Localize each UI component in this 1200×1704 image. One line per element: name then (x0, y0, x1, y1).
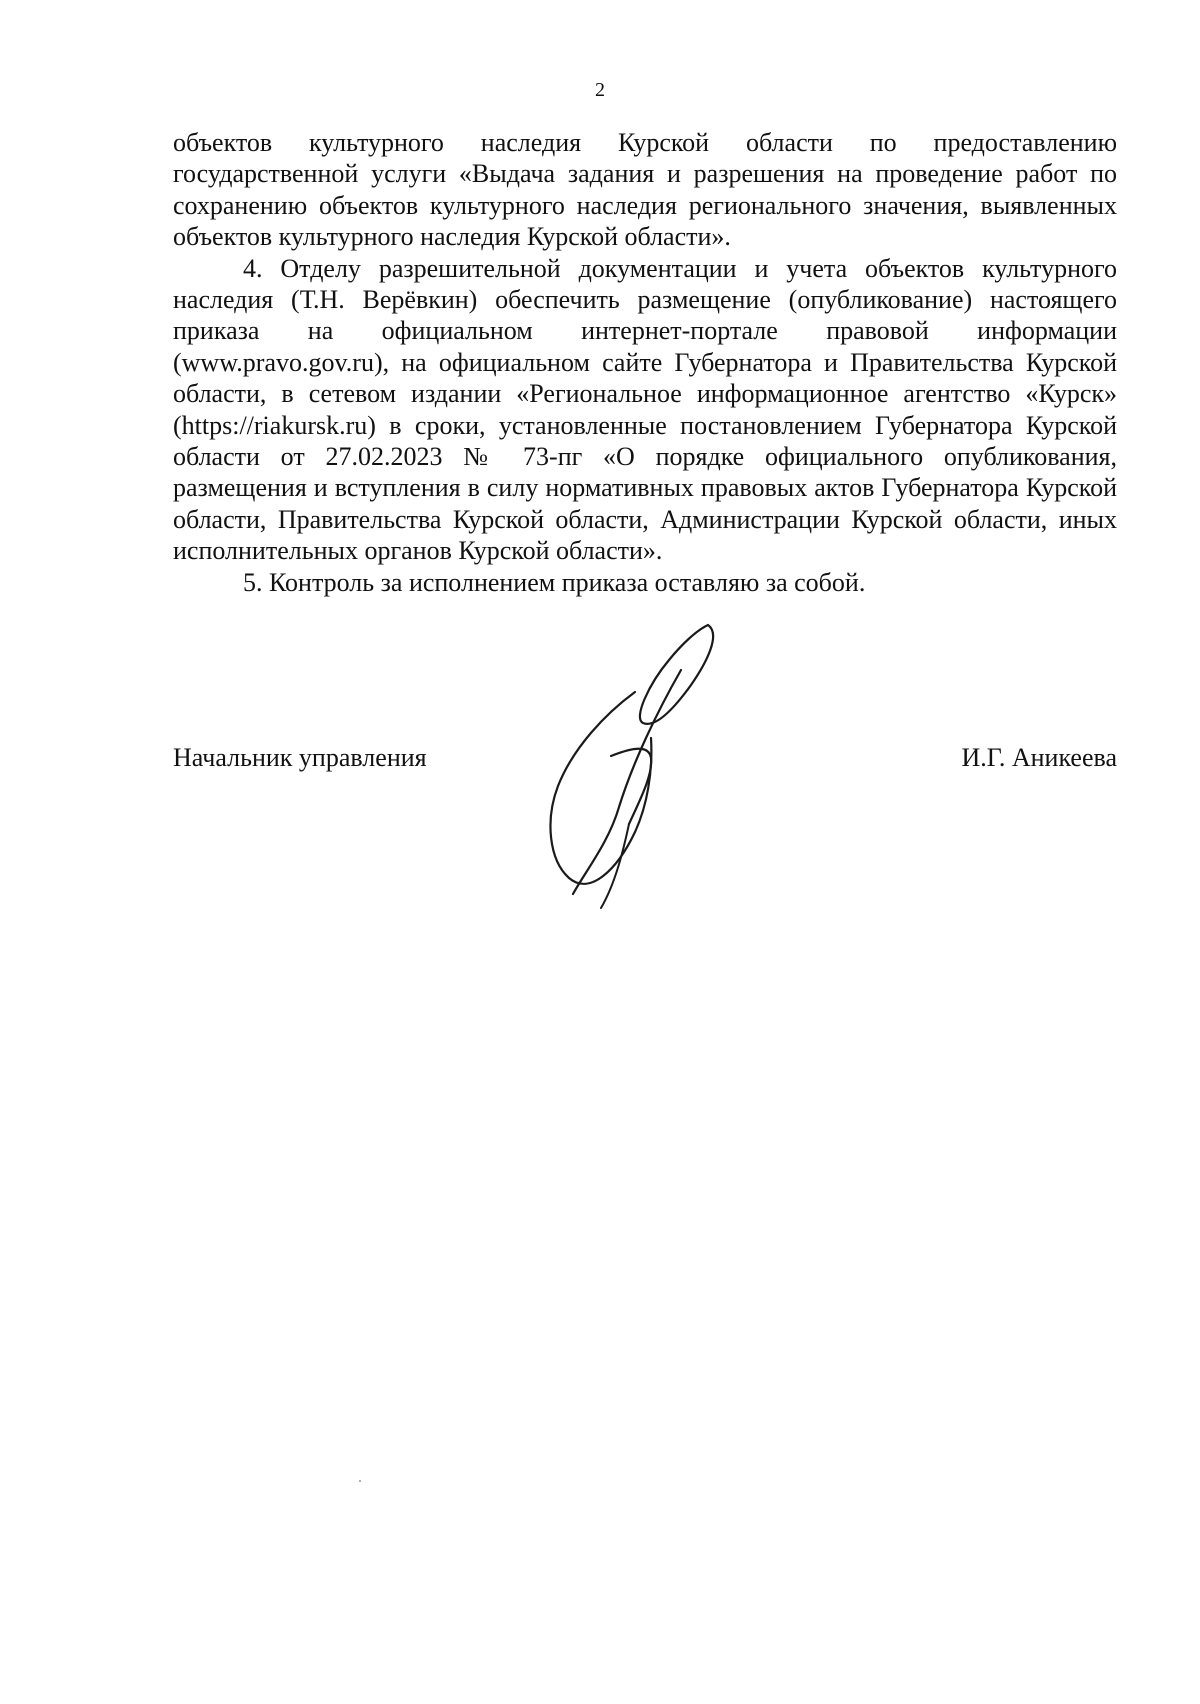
signer-position: Начальник управления (173, 743, 427, 772)
paragraph-item-4: 4. Отделу разрешительной документации и учета объектов культурного наследия (Т.Н. Верёвкин) обеспечить размещение (опубликование) настоящего приказа на официальном интернет-портале правовой информации (www.pravo.gov.ru), на официальном сайте Губернатора и Правительства Курской области, в сетевом издании «Региональное информационное агентство «Курск» (https://riakursk.ru) в сроки, установленные постановлением Губернатора Курской области от 27.02.2023 № 73-пг «О порядке официального опубликования, размещения и вступления в силу нормативных правовых актов Губернатора Курской области, Правительства Курской области, Администрации Курской области, иных исполнительных органов Курской области». (173, 253, 1117, 566)
signature-block (173, 742, 1117, 776)
paragraph-continuation: объектов культурного наследия Курской области по предоставлению государственной услуги «Выдача задания и разрешения на проведение работ по сохранению объектов культурного наследия регионального значения, выявленных объектов культурного наследия Курской области». (173, 128, 1117, 252)
scan-speck (359, 1480, 361, 1482)
page-number: 2 (595, 79, 605, 101)
signer-name: И.Г. Аникеева (961, 743, 1117, 772)
paragraph-item-5: 5. Контроль за исполнением приказа оставляю за собой. (243, 567, 866, 597)
document-body (173, 127, 1117, 598)
